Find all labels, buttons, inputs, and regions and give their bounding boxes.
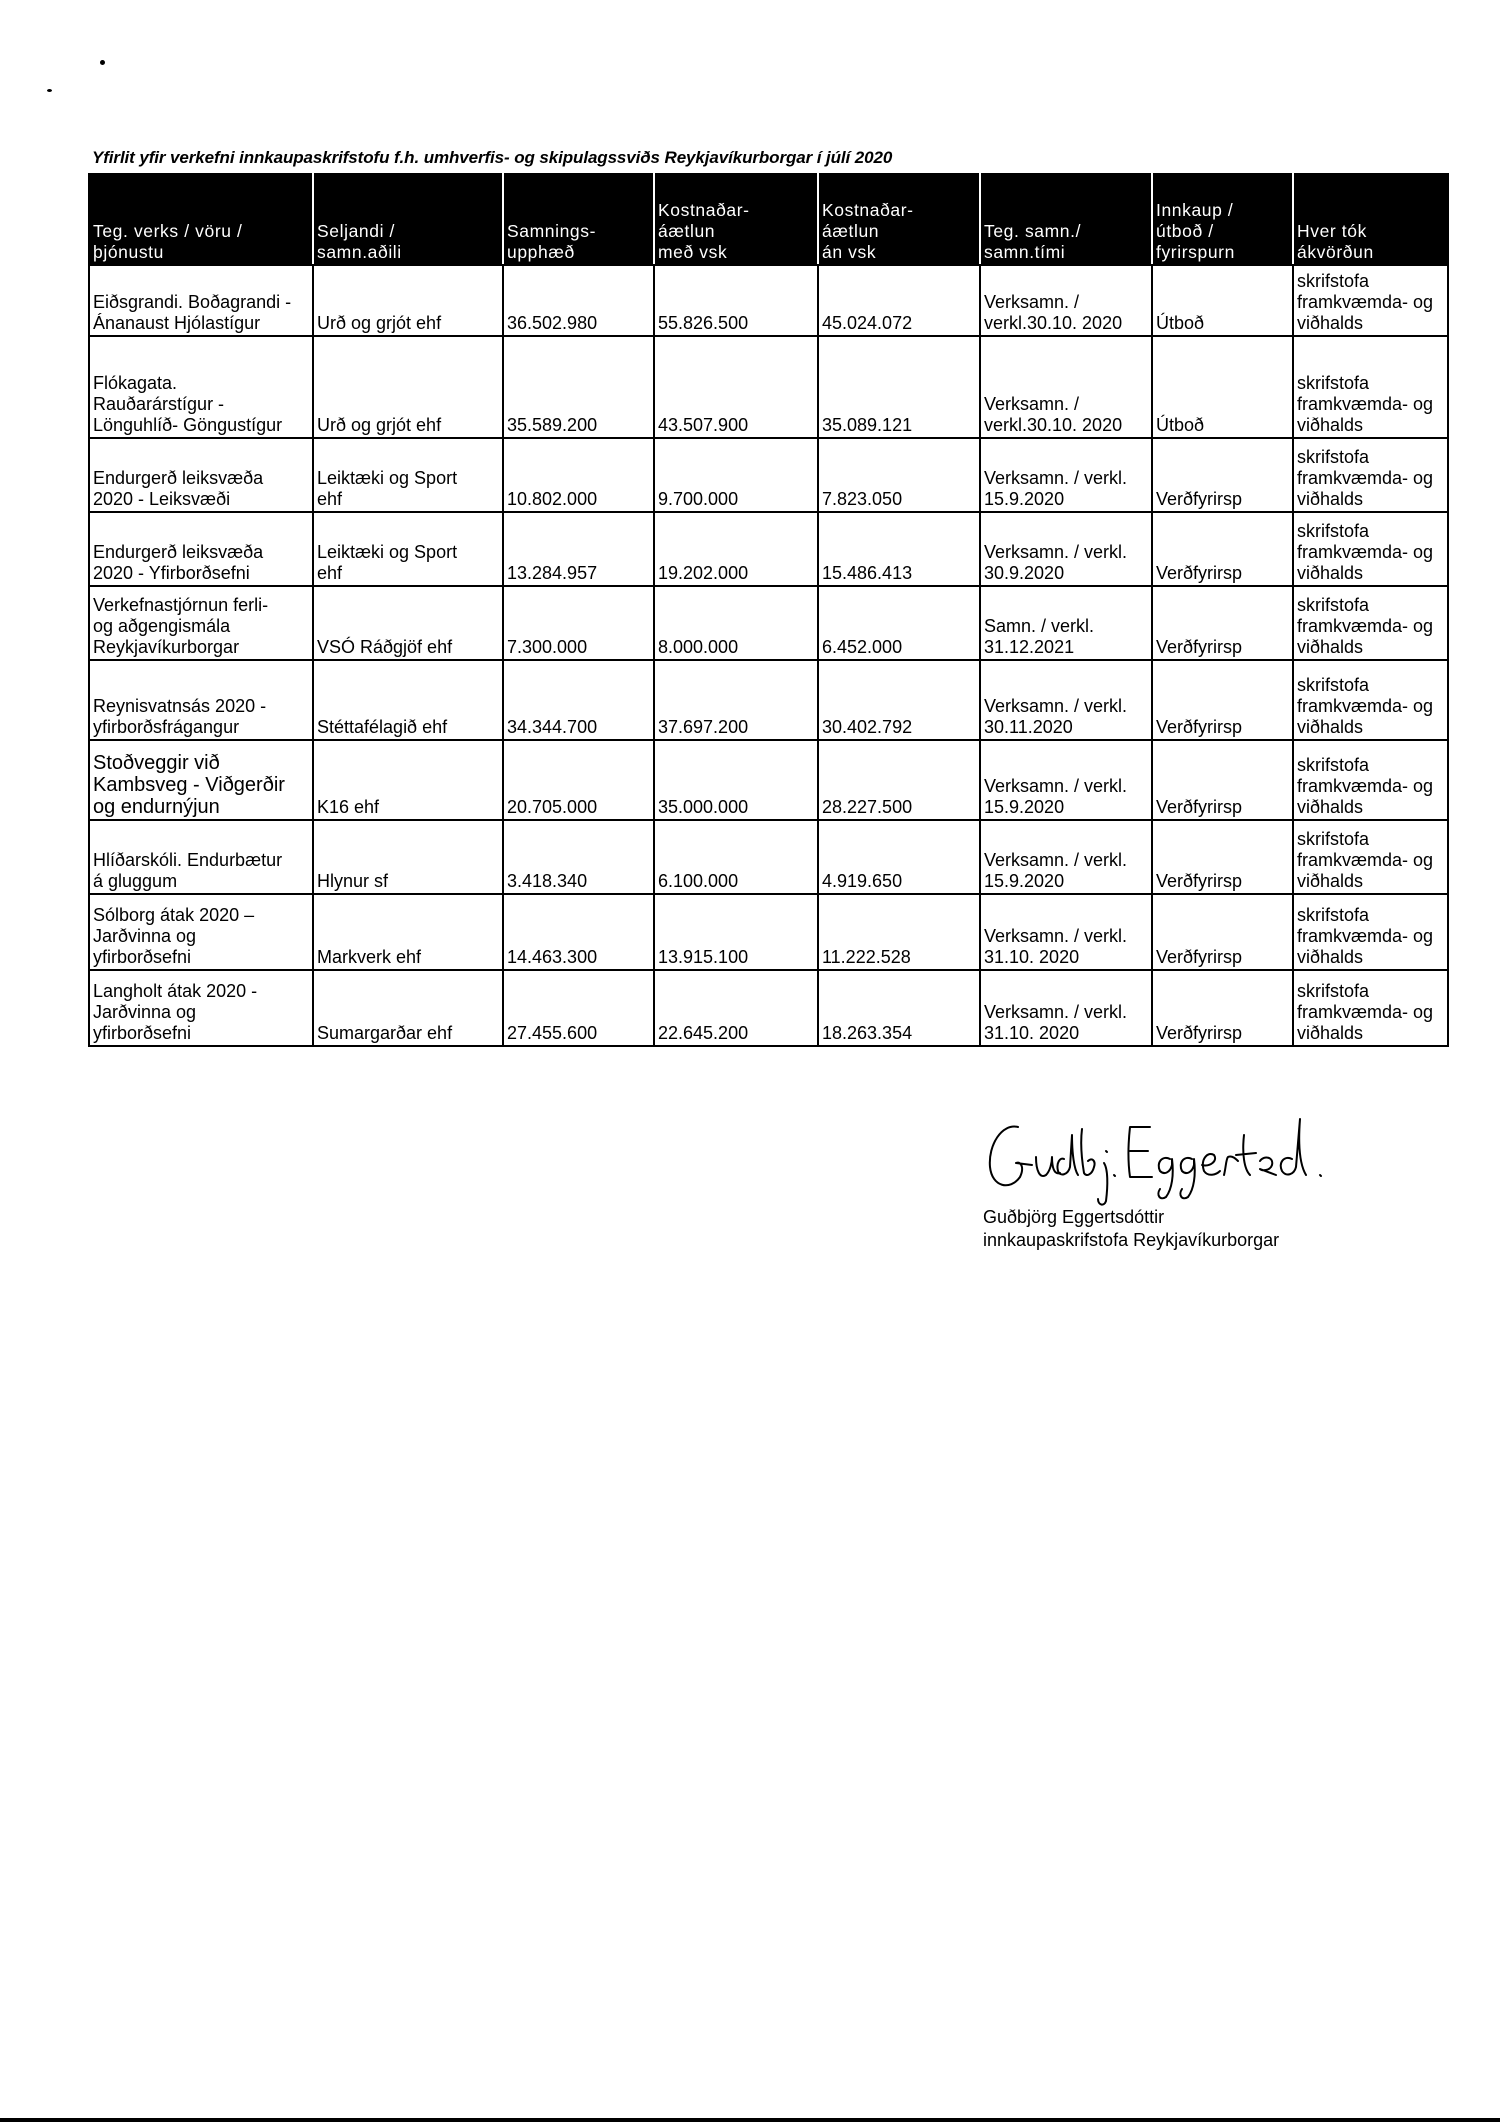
cell-estimate-vat: 19.202.000 — [654, 512, 818, 586]
cell-project: Stoðveggir við Kambsveg - Viðgerðir og endurnýjun — [89, 740, 313, 820]
cell-estimate-vat: 55.826.500 — [654, 265, 818, 336]
cell-amount: 34.344.700 — [503, 660, 654, 740]
cell-project: Endurgerð leiksvæða 2020 - Leiksvæði — [89, 438, 313, 512]
cell-contract: Verksamn. / verkl. 31.10. 2020 — [980, 970, 1152, 1046]
cell-estimate-vat: 22.645.200 — [654, 970, 818, 1046]
cell-decision: skrifstofa framkvæmda- og viðhalds — [1293, 512, 1448, 586]
cell-seller: Sumargarðar ehf — [313, 970, 503, 1046]
cell-procurement: Útboð — [1152, 336, 1293, 438]
cell-seller: Leiktæki og Sport ehf — [313, 438, 503, 512]
cell-contract: Samn. / verkl. 31.12.2021 — [980, 586, 1152, 660]
cell-contract: Verksamn. / verkl.30.10. 2020 — [980, 265, 1152, 336]
table-row — [89, 512, 1448, 586]
column-header-estimate-novat: Kostnaðar- áætlun án vsk — [818, 174, 980, 265]
cell-estimate-novat: 28.227.500 — [818, 740, 980, 820]
cell-project: Hlíðarskóli. Endurbætur á gluggum — [89, 820, 313, 894]
cell-amount: 13.284.957 — [503, 512, 654, 586]
signatory-name: Guðbjörg Eggertsdóttir — [983, 1207, 1165, 1227]
cell-project: Langholt átak 2020 - Jarðvinna og yfirborðsefni — [89, 970, 313, 1046]
cell-decision: skrifstofa framkvæmda- og viðhalds — [1293, 438, 1448, 512]
cell-estimate-vat: 9.700.000 — [654, 438, 818, 512]
cell-amount: 10.802.000 — [503, 438, 654, 512]
table-row — [89, 970, 1448, 1046]
cell-estimate-vat: 8.000.000 — [654, 586, 818, 660]
table-row — [89, 438, 1448, 512]
cell-estimate-novat: 30.402.792 — [818, 660, 980, 740]
cell-estimate-novat: 7.823.050 — [818, 438, 980, 512]
cell-procurement: Verðfyrirsp — [1152, 740, 1293, 820]
cell-estimate-novat: 4.919.650 — [818, 820, 980, 894]
cell-amount: 3.418.340 — [503, 820, 654, 894]
page-title: Yfirlit yfir verkefni innkaupaskrifstofu f.h. umhverfis- og skipulagssviðs Reykjavíkurborgar í júlí 2020 — [92, 148, 893, 167]
cell-amount: 7.300.000 — [503, 586, 654, 660]
cell-decision: skrifstofa framkvæmda- og viðhalds — [1293, 586, 1448, 660]
cell-amount: 35.589.200 — [503, 336, 654, 438]
table-row — [89, 820, 1448, 894]
cell-project: Eiðsgrandi. Boðagrandi - Ánanaust Hjólastígur — [89, 265, 313, 336]
cell-procurement: Verðfyrirsp — [1152, 660, 1293, 740]
cell-estimate-novat: 15.486.413 — [818, 512, 980, 586]
cell-procurement: Verðfyrirsp — [1152, 512, 1293, 586]
cell-procurement: Verðfyrirsp — [1152, 586, 1293, 660]
contracts-table — [88, 173, 1449, 1047]
cell-contract: Verksamn. / verkl. 30.11.2020 — [980, 660, 1152, 740]
signatory-office: innkaupaskrifstofa Reykjavíkurborgar — [983, 1230, 1280, 1250]
column-header-procurement: Innkaup / útboð / fyrirspurn — [1152, 174, 1293, 265]
table-row — [89, 265, 1448, 336]
cell-seller: K16 ehf — [313, 740, 503, 820]
cell-contract: Verksamn. / verkl. 15.9.2020 — [980, 438, 1152, 512]
table-row — [89, 660, 1448, 740]
cell-contract: Verksamn. / verkl. 15.9.2020 — [980, 740, 1152, 820]
cell-decision: skrifstofa framkvæmda- og viðhalds — [1293, 820, 1448, 894]
cell-seller: Leiktæki og Sport ehf — [313, 512, 503, 586]
cell-estimate-vat: 37.697.200 — [654, 660, 818, 740]
cell-procurement: Verðfyrirsp — [1152, 970, 1293, 1046]
cell-project: Endurgerð leiksvæða 2020 - Yfirborðsefni — [89, 512, 313, 586]
cell-contract: Verksamn. / verkl.30.10. 2020 — [980, 336, 1152, 438]
cell-decision: skrifstofa framkvæmda- og viðhalds — [1293, 265, 1448, 336]
cell-project: Sólborg átak 2020 – Jarðvinna og yfirborðsefni — [89, 894, 313, 970]
scan-speck — [100, 60, 105, 65]
table-row — [89, 586, 1448, 660]
cell-decision: skrifstofa framkvæmda- og viðhalds — [1293, 970, 1448, 1046]
cell-decision: skrifstofa framkvæmda- og viðhalds — [1293, 894, 1448, 970]
cell-seller: Hlynur sf — [313, 820, 503, 894]
cell-estimate-vat: 43.507.900 — [654, 336, 818, 438]
cell-seller: Markverk ehf — [313, 894, 503, 970]
cell-amount: 20.705.000 — [503, 740, 654, 820]
cell-project: Verkefnastjórnun ferli- og aðgengismála Reykjavíkurborgar — [89, 586, 313, 660]
cell-project: Flókagata. Rauðarárstígur - Lönguhlíð- Göngustígur — [89, 336, 313, 438]
table-row — [89, 894, 1448, 970]
column-header-contract: Teg. samn./ samn.tími — [980, 174, 1152, 265]
column-header-seller: Seljandi / samn.aðili — [313, 174, 503, 265]
cell-estimate-novat: 11.222.528 — [818, 894, 980, 970]
cell-project: Reynisvatnsás 2020 - yfirborðsfrágangur — [89, 660, 313, 740]
scan-speck — [47, 89, 52, 92]
cell-contract: Verksamn. / verkl. 15.9.2020 — [980, 820, 1152, 894]
table-row — [89, 336, 1448, 438]
handwritten-signature — [980, 1105, 1400, 1210]
cell-seller: Urð og grjót ehf — [313, 265, 503, 336]
cell-seller: VSÓ Ráðgjöf ehf — [313, 586, 503, 660]
cell-seller: Urð og grjót ehf — [313, 336, 503, 438]
column-header-amount: Samnings- upphæð — [503, 174, 654, 265]
table-row — [89, 740, 1448, 820]
cell-decision: skrifstofa framkvæmda- og viðhalds — [1293, 660, 1448, 740]
cell-amount: 14.463.300 — [503, 894, 654, 970]
cell-contract: Verksamn. / verkl. 30.9.2020 — [980, 512, 1152, 586]
cell-decision: skrifstofa framkvæmda- og viðhalds — [1293, 740, 1448, 820]
table-header-row — [89, 174, 1448, 265]
cell-estimate-novat: 45.024.072 — [818, 265, 980, 336]
cell-decision: skrifstofa framkvæmda- og viðhalds — [1293, 336, 1448, 438]
scan-bottom-edge — [0, 2118, 1500, 2122]
cell-procurement: Verðfyrirsp — [1152, 820, 1293, 894]
cell-procurement: Verðfyrirsp — [1152, 438, 1293, 512]
cell-seller: Stéttafélagið ehf — [313, 660, 503, 740]
cell-procurement: Útboð — [1152, 265, 1293, 336]
cell-estimate-novat: 6.452.000 — [818, 586, 980, 660]
column-header-decision: Hver tók ákvörðun — [1293, 174, 1448, 265]
column-header-project: Teg. verks / vöru / þjónustu — [89, 174, 313, 265]
cell-estimate-vat: 13.915.100 — [654, 894, 818, 970]
cell-estimate-vat: 6.100.000 — [654, 820, 818, 894]
cell-estimate-vat: 35.000.000 — [654, 740, 818, 820]
cell-estimate-novat: 18.263.354 — [818, 970, 980, 1046]
cell-amount: 36.502.980 — [503, 265, 654, 336]
cell-contract: Verksamn. / verkl. 31.10. 2020 — [980, 894, 1152, 970]
cell-procurement: Verðfyrirsp — [1152, 894, 1293, 970]
column-header-estimate-vat: Kostnaðar- áætlun með vsk — [654, 174, 818, 265]
cell-estimate-novat: 35.089.121 — [818, 336, 980, 438]
cell-amount: 27.455.600 — [503, 970, 654, 1046]
